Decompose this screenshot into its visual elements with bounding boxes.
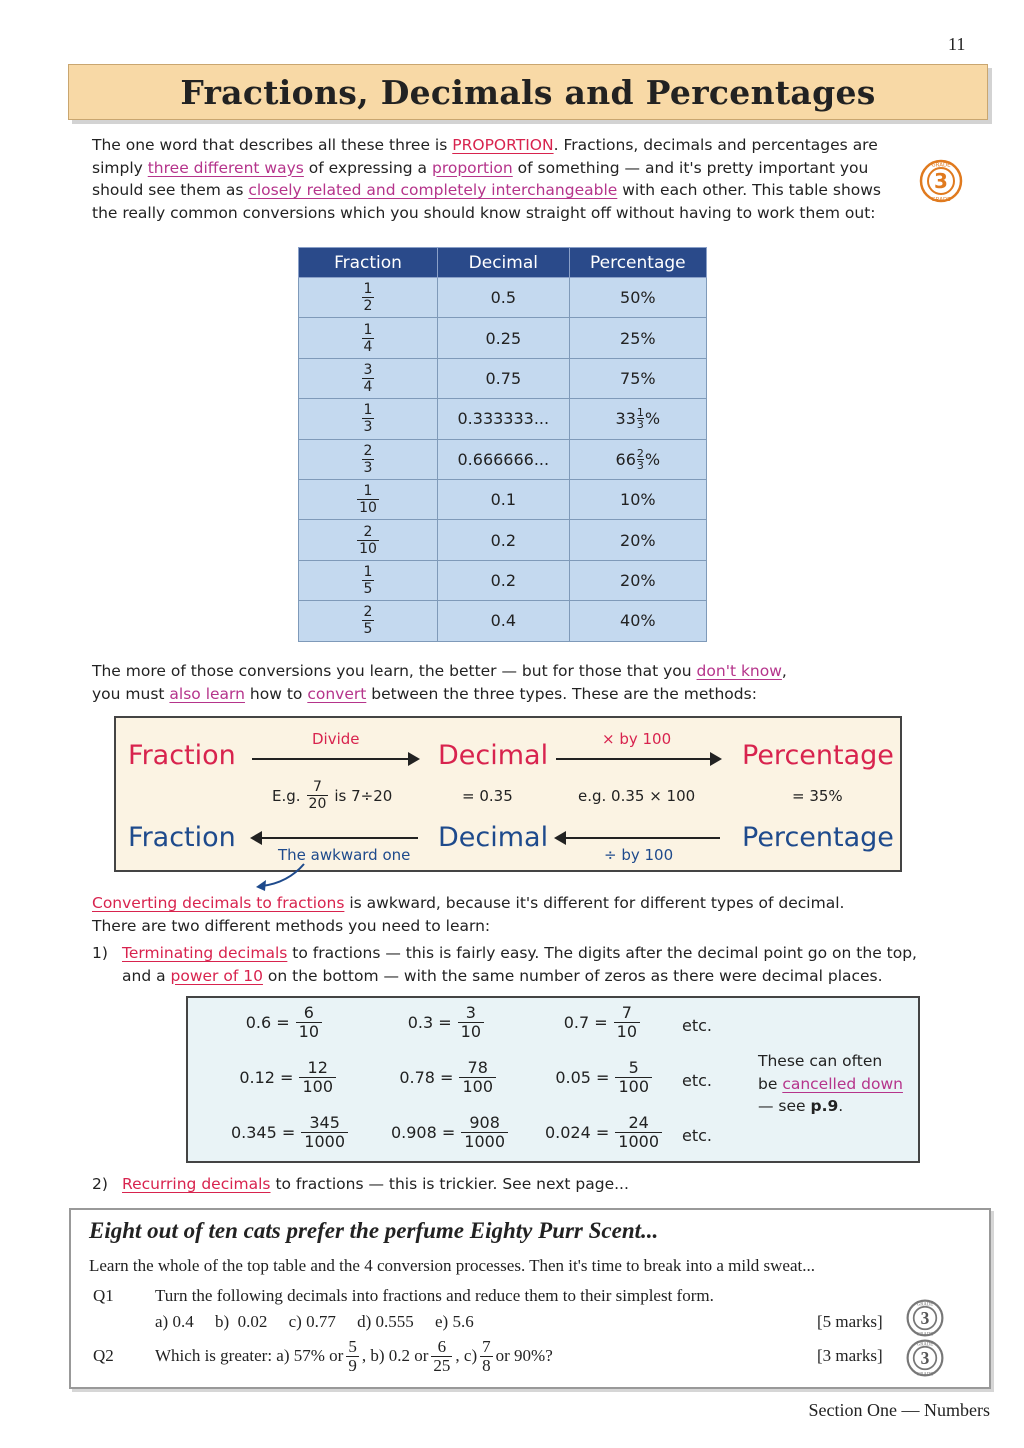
equation: 0.345 = $\frac{345}{1000}$ bbox=[231, 1114, 348, 1152]
q1-text: Turn the following decimals into fractions and reduce them to their simplest form. bbox=[155, 1286, 714, 1305]
arrow-right-1 bbox=[252, 758, 418, 760]
pointer-arrow-icon bbox=[252, 860, 312, 894]
conversion-methods-box bbox=[114, 716, 902, 872]
arrow-left-2 bbox=[556, 837, 720, 839]
exercise-box bbox=[69, 1208, 991, 1389]
grade-badge bbox=[905, 1338, 945, 1378]
table-row: $\frac{1}{2}$ 0.5 50% bbox=[299, 278, 707, 318]
method-decimal-bottom: Decimal bbox=[438, 822, 549, 853]
equation: 0.3 = $\frac{3}{10}$ bbox=[408, 1004, 484, 1042]
terminating-examples-box bbox=[186, 996, 920, 1163]
grade-badge bbox=[918, 158, 964, 204]
q2-text: Which is greater: a) 57% or $\frac{5}{9}$ , b) 0.2 or $\frac{6}{25}$ , c) $\frac{7}{8}$ or 90%? bbox=[155, 1336, 553, 1375]
svg-text:3: 3 bbox=[920, 1349, 930, 1369]
etc-label: etc. bbox=[682, 1126, 712, 1145]
q2-label: Q2 bbox=[93, 1346, 114, 1365]
example-2-result: = 35% bbox=[792, 787, 843, 805]
table-row: $\frac{1}{4}$ 0.25 25% bbox=[299, 318, 707, 358]
method-decimal-top: Decimal bbox=[438, 740, 549, 771]
equation: 0.12 = $\frac{12}{100}$ bbox=[239, 1059, 336, 1097]
col-header-decimal: Decimal bbox=[438, 248, 570, 278]
table-row: $\frac{1}{5}$ 0.2 20% bbox=[299, 560, 707, 600]
svg-text:GRADE: GRADE bbox=[916, 1332, 934, 1338]
table-row: $\frac{2}{3}$ 0.666666... 66 2 3 % bbox=[299, 439, 707, 479]
proportion-keyword: PROPORTION bbox=[452, 136, 554, 154]
svg-text:GRADE: GRADE bbox=[916, 1302, 934, 1308]
arrow-left-1 bbox=[252, 837, 418, 839]
equation: 0.05 = $\frac{5}{100}$ bbox=[555, 1059, 652, 1097]
table-row: $\frac{2}{10}$ 0.2 20% bbox=[299, 520, 707, 560]
method-percentage-bottom: Percentage bbox=[742, 822, 894, 853]
awkward-label: The awkward one bbox=[278, 846, 411, 864]
times100-label: × by 100 bbox=[602, 730, 672, 748]
example-2: e.g. 0.35 × 100 bbox=[578, 787, 696, 805]
method-fraction-bottom: Fraction bbox=[128, 822, 236, 853]
page-title: Fractions, Decimals and Percentages bbox=[180, 73, 876, 112]
terminating-paragraph: 1) Terminating decimals to fractions — this is fairly easy. The digits after the decimal point go on the top, and a power of 10 on the bottom — with the same number of zeros as there were decimal places. bbox=[92, 944, 917, 985]
q2-marks: [3 marks] bbox=[817, 1346, 883, 1365]
example-1: E.g. $\frac{7}{20}$ is 7÷20 bbox=[272, 779, 393, 812]
table-row: $\frac{3}{4}$ 0.75 75% bbox=[299, 358, 707, 398]
intro-paragraph: The one word that describes all these three is PROPORTION. Fractions, decimals and percentages are simply three different ways of expressing a proportion of something — and it's pretty important you should see them as closely related and completely interchangeable with each other. This table shows the really common conversions which you should know straight off without having to work them out: bbox=[92, 136, 882, 222]
equation: 0.7 = $\frac{7}{10}$ bbox=[564, 1004, 640, 1042]
divide-label: Divide bbox=[312, 730, 360, 748]
section-footer: Section One — Numbers bbox=[808, 1400, 990, 1420]
exercise-title: Eight out of ten cats prefer the perfume Eighty Purr Scent... bbox=[89, 1218, 659, 1243]
equation: 0.78 = $\frac{78}{100}$ bbox=[399, 1059, 496, 1097]
exercise-intro: Learn the whole of the top table and the 4 conversion processes. Then it's time to break into a mild sweat... bbox=[89, 1256, 815, 1275]
recurring-paragraph: 2) Recurring decimals to fractions — this is trickier. See next page... bbox=[92, 1175, 629, 1193]
table-row: $\frac{1}{10}$ 0.1 10% bbox=[299, 479, 707, 519]
svg-text:3: 3 bbox=[920, 1309, 930, 1329]
col-header-percentage: Percentage bbox=[569, 248, 706, 278]
q1-label: Q1 bbox=[93, 1286, 114, 1305]
grade-badge bbox=[905, 1298, 945, 1338]
arrow-right-2 bbox=[556, 758, 720, 760]
div100-label: ÷ by 100 bbox=[604, 846, 674, 864]
col-header-fraction: Fraction bbox=[299, 248, 438, 278]
title-banner bbox=[68, 64, 988, 120]
methods-intro-paragraph: The more of those conversions you learn, the better — but for those that you don't know, you must also learn how to convert between the three types. These are the methods: bbox=[92, 662, 787, 703]
svg-text:3: 3 bbox=[934, 169, 948, 193]
example-1-result: = 0.35 bbox=[462, 787, 513, 805]
etc-label: etc. bbox=[682, 1016, 712, 1035]
page-number: 11 bbox=[948, 34, 966, 54]
svg-text:GRADE: GRADE bbox=[916, 1372, 934, 1378]
q1-marks: [5 marks] bbox=[817, 1312, 883, 1331]
equation: 0.6 = $\frac{6}{10}$ bbox=[246, 1004, 322, 1042]
converting-paragraph: Converting decimals to fractions is awkward, because it's different for different types of decimal. There are two different methods you need to learn: bbox=[92, 894, 845, 935]
equation: 0.908 = $\frac{908}{1000}$ bbox=[391, 1114, 508, 1152]
method-percentage-top: Percentage bbox=[742, 740, 894, 771]
conversion-table bbox=[298, 247, 707, 642]
equation: 0.024 = $\frac{24}{1000}$ bbox=[545, 1114, 662, 1152]
svg-text:GRADE: GRADE bbox=[916, 1342, 934, 1348]
svg-text:GRADE: GRADE bbox=[931, 162, 951, 169]
table-row: $\frac{2}{5}$ 0.4 40% bbox=[299, 601, 707, 641]
table-row: $\frac{1}{3}$ 0.333333... 33 1 3 % bbox=[299, 399, 707, 439]
q1-parts: a) 0.4 b) 0.02 c) 0.77 d) 0.555 e) 5.6 bbox=[155, 1312, 474, 1331]
method-fraction-top: Fraction bbox=[128, 740, 236, 771]
etc-label: etc. bbox=[682, 1071, 712, 1090]
svg-text:GRADE: GRADE bbox=[931, 197, 951, 203]
cancel-note: These can often be cancelled down — see p.9. bbox=[758, 1052, 903, 1115]
